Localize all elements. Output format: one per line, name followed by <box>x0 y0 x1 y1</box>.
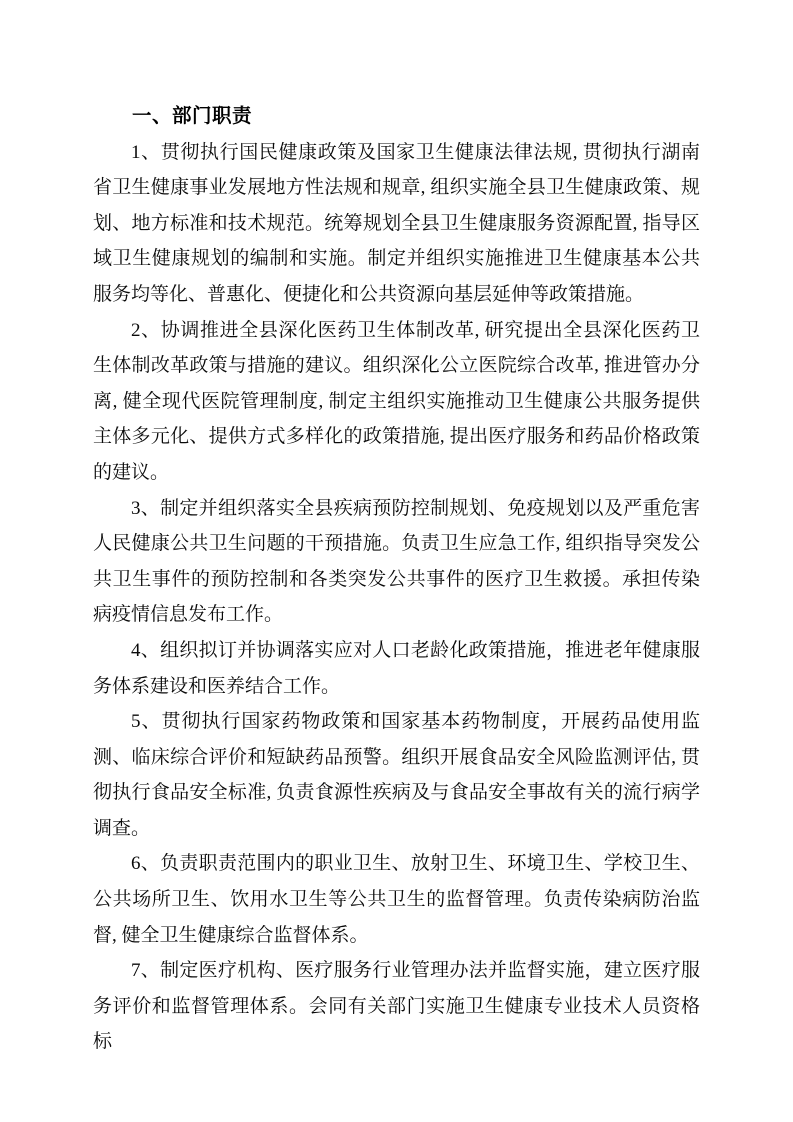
paragraph: 2、协调推进全县深化医药卫生体制改革, 研究提出全县深化医药卫生体制改革政策与措施的建议。组织深化公立医院综合改革, 推进管办分离, 健全现代医院管理制度, 制定主组织实施推动卫生健康公共服务提供主体多元化、提供方式多样化的政策措施, 提出医疗服务和药品价格政策的建议。 <box>93 319 700 483</box>
paragraph: 1、贯彻执行国民健康政策及国家卫生健康法律法规, 贯彻执行湖南省卫生健康事业发展地方性法规和规章, 组织实施全县卫生健康政策、规划、地方标准和技术规范。统筹规划全县卫生健康服务资源配置, 指导区域卫生健康规划的编制和实施。制定并组织实施推进卫生健康基本公共服务均等化、普惠化、便捷化和公共资源向基层延伸等政策措施。 <box>93 141 700 305</box>
section-heading: 一、部门职责 <box>132 105 253 127</box>
paragraph: 7、制定医疗机构、医疗服务行业管理办法并监督实施，建立医疗服务评价和监督管理体系。会同有关部门实施卫生健康专业技术人员资格标 <box>93 960 700 1053</box>
paragraph-list <box>93 135 700 1060</box>
paragraph: 4、组织拟订并协调落实应对人口老龄化政策措施，推进老年健康服务体系建设和医养结合工作。 <box>93 639 700 697</box>
paragraph: 3、制定并组织落实全县疾病预防控制规划、免疫规划以及严重危害人民健康公共卫生问题的干预措施。负责卫生应急工作, 组织指导突发公共卫生事件的预防控制和各类突发公共事件的医疗卫生救援。承担传染病疫情信息发布工作。 <box>93 497 700 626</box>
paragraph: 6、负责职责范围内的职业卫生、放射卫生、环境卫生、学校卫生、公共场所卫生、饮用水卫生等公共卫生的监督管理。负责传染病防治监督, 健全卫生健康综合监督体系。 <box>93 853 700 946</box>
paragraph: 5、贯彻执行国家药物政策和国家基本药物制度，开展药品使用监测、临床综合评价和短缺药品预警。组织开展食品安全风险监测评估, 贯彻执行食品安全标准, 负责食源性疾病及与食品安全事故有关的流行病学调查。 <box>93 711 700 839</box>
document-page <box>93 99 700 1060</box>
